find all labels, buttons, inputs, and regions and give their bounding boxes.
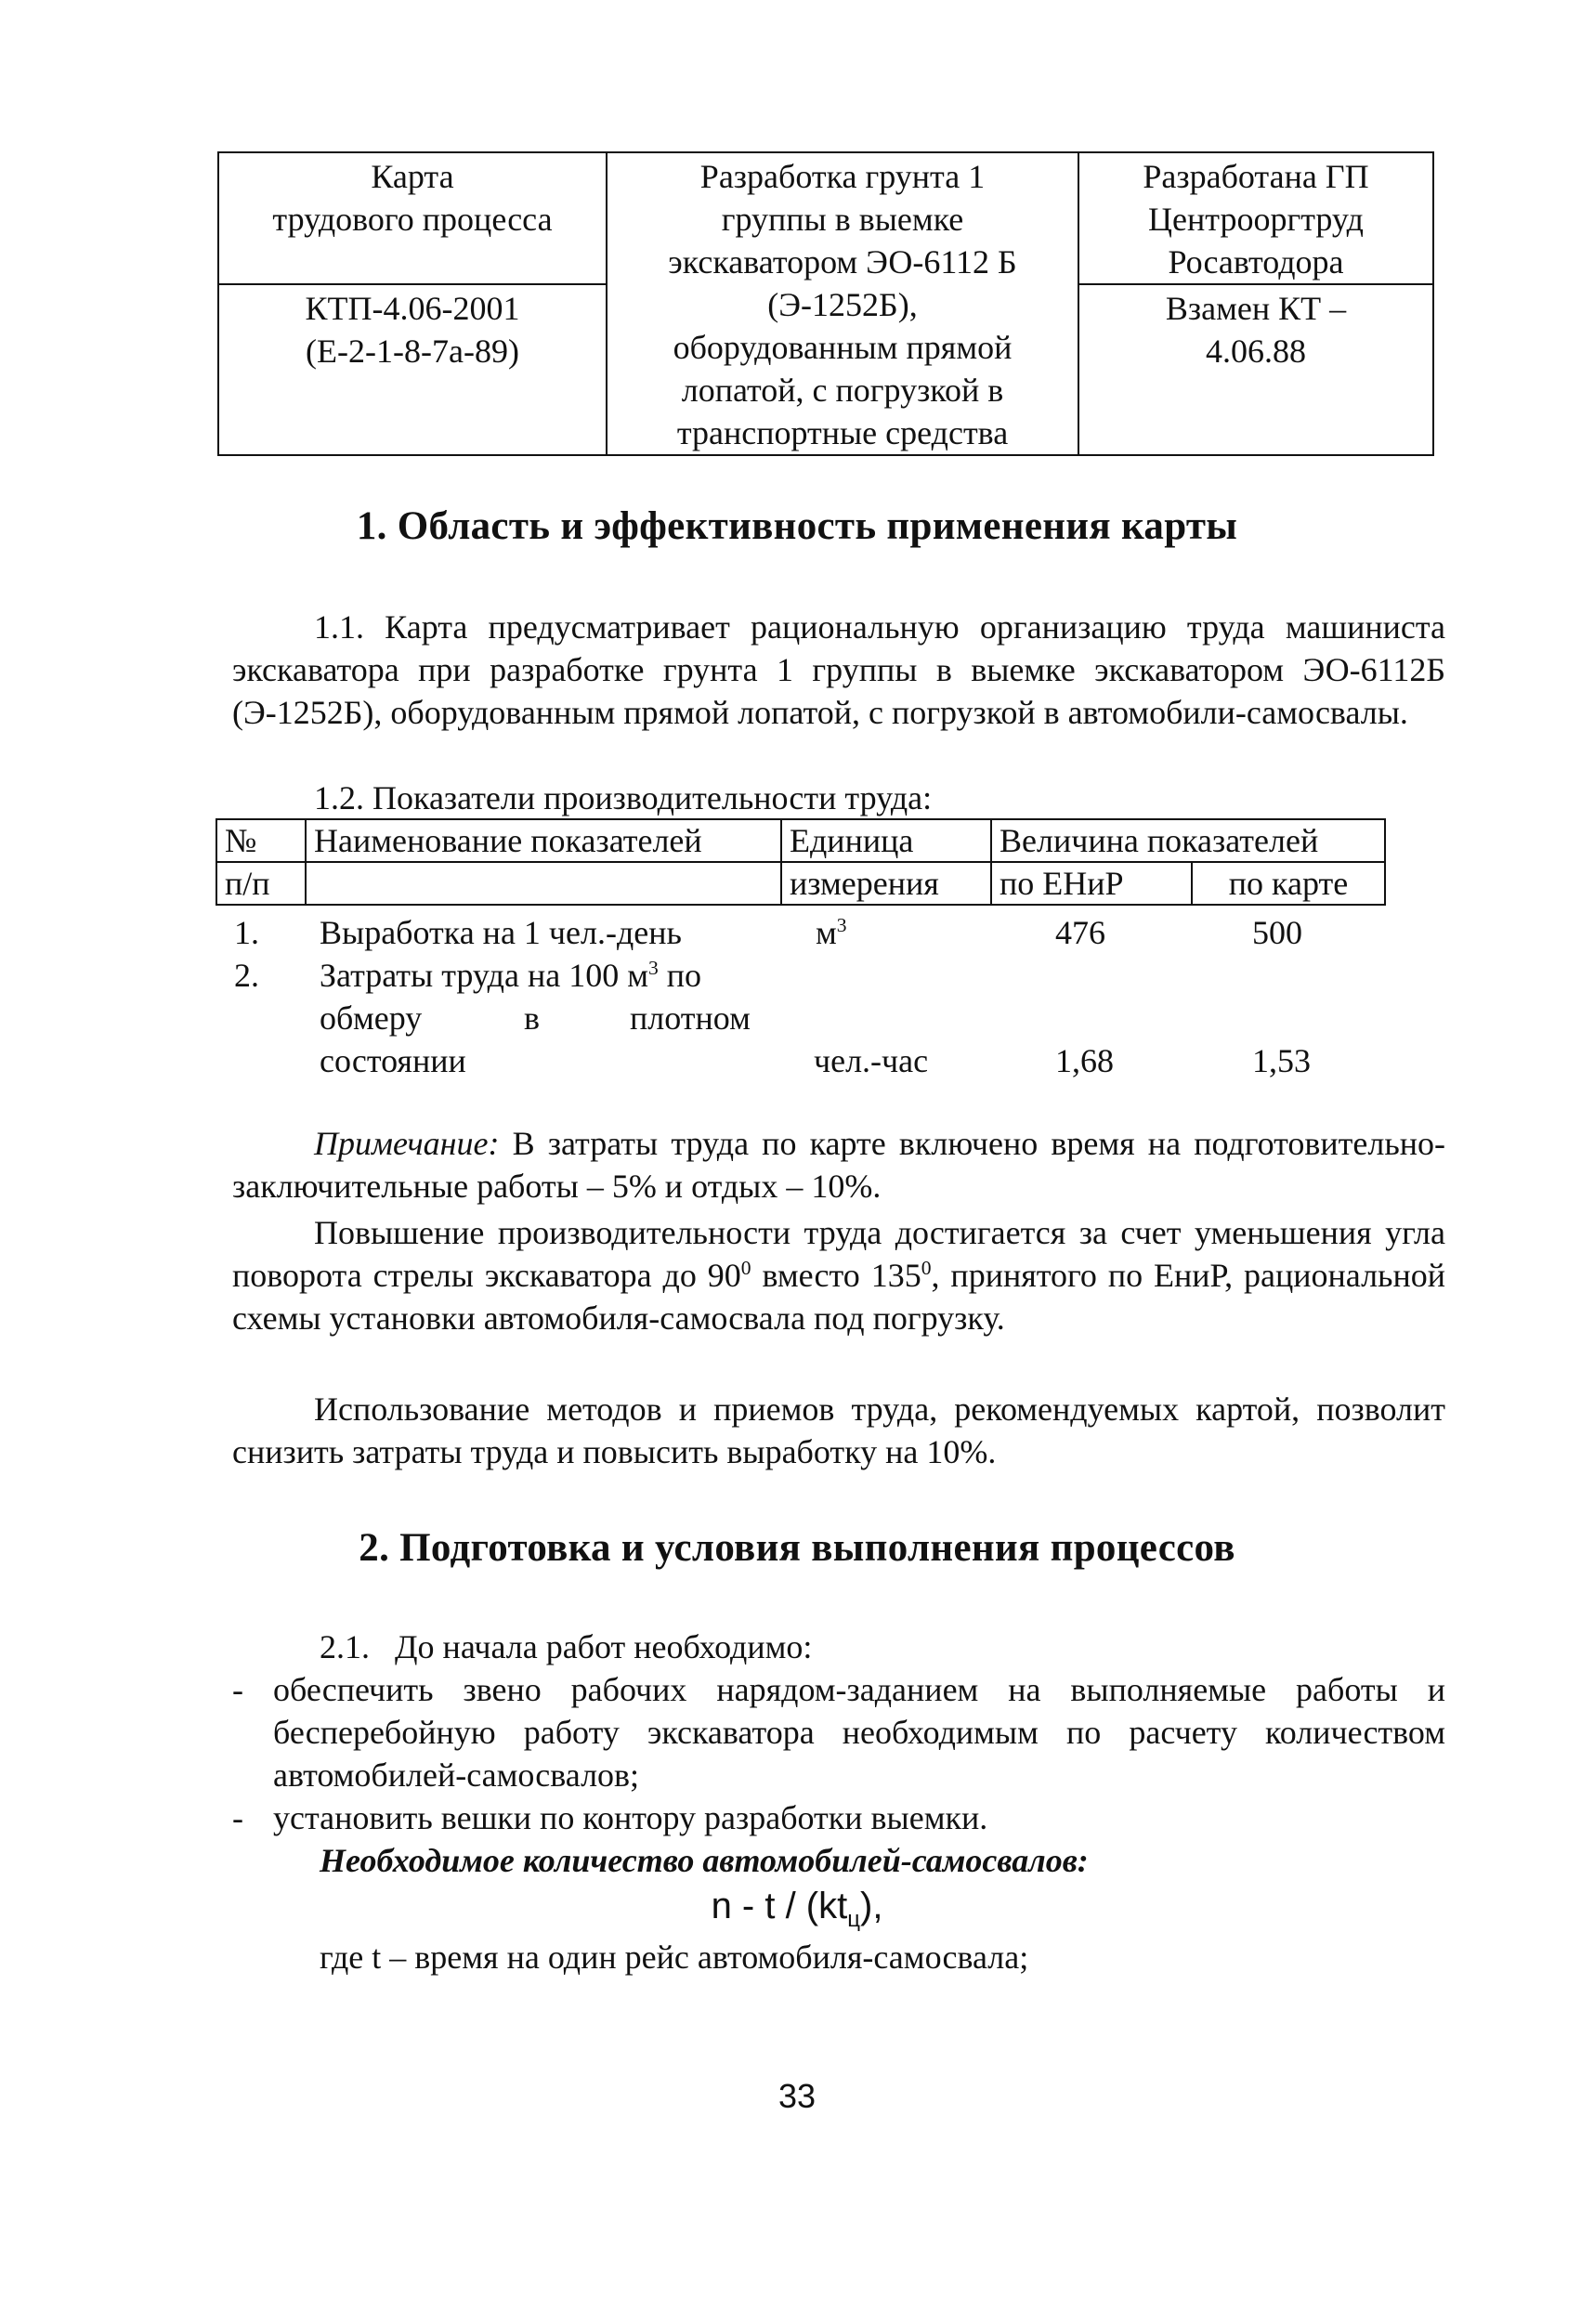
row2-card: 1,53 [1252,1042,1311,1079]
row2-unit: чел.-час [814,1042,929,1079]
row2-enir: 1,68 [1055,1042,1114,1079]
card-description-cell [607,152,1078,455]
table-header-unit2: измерения [781,862,991,905]
increase-sup-2: 0 [921,1257,932,1279]
description-line: лопатой, с погрузкой в [681,372,1004,409]
replaces-cell [1078,284,1433,455]
row2-name-l3: состоянии [320,1042,466,1079]
row1-enir: 476 [1055,914,1105,951]
section1-heading: 1. Область и эффективность применения карты [356,504,1238,548]
bullet-dash-1: - [232,1671,243,1708]
note-paragraph [232,1122,1445,1208]
table-header-name: Наименование показателей [306,819,781,862]
increase-paragraph [232,1211,1445,1339]
formula-sub: ц [847,1907,860,1932]
paragraph-1-1 [232,606,1445,734]
paragraph-2-1: 2.1. До начала работ необходимо: [320,1628,813,1665]
subheading-trucks: Необходимое количество автомобилей-самосвалов: [320,1842,1089,1879]
description-line: экскаватором ЭО-6112 Б [668,243,1017,281]
row1-unit-sup: 3 [836,914,847,936]
process-card-header-table [217,151,1434,456]
description-line: транспортные средства [676,414,1009,451]
card-title-cell [218,152,607,284]
usage-paragraph [232,1388,1445,1473]
page-number: 33 [777,2077,817,2115]
section2-heading: 2. Подготовка и условия выполнения процессов [359,1526,1235,1570]
productivity-table [216,818,1386,906]
note-text: В затраты труда по карте включено время на подготовительно-заключительные работы – 5% и отдых – 10%. [232,1125,1445,1205]
row2-name-l1: Затраты труда на 100 м [320,957,648,994]
replaces-line2: 4.06.88 [1206,333,1306,370]
where-line: где t – время на один рейс автомобиля-самосвала; [320,1939,1029,1976]
formula-end: ), [860,1886,883,1926]
bullet-item-2: установить вешки по контору разработки выемки. [273,1799,988,1836]
note-label: Примечание: [314,1125,500,1162]
paragraph-1-1-text: 1.1. Карта предусматривает рациональную организацию труда машиниста экскаватора при разработке грунта 1 группы в выемке экскаватором ЭО-6112Б (Э-1252Б), оборудованным прямой лопатой, с погрузкой в автомобили-самосвалы. [232,608,1445,731]
table-header-card: по карте [1192,862,1385,905]
replaces-line1: Взамен КТ – [1165,290,1347,327]
developer-line2: Центрооргтруд [1148,201,1364,238]
row2-name-sup: 3 [647,957,659,979]
row2-name-l2b: в [524,999,540,1037]
card-code-line1: КТП-4.06-2001 [305,290,520,327]
description-line: (Э-1252Б), [767,286,918,323]
increase-text-3: , принятого по ЕниР, рациональной схемы установки автомобиля-самосвала под погрузку. [232,1257,1445,1337]
description-line: группы в выемке [721,201,964,238]
developer-cell [1078,152,1433,284]
table-header-no2: п/п [216,862,306,905]
table-header-name-empty [306,862,781,905]
increase-text-2: вместо 135 [751,1257,921,1294]
card-title-line1: Карта [371,158,454,195]
card-title-line2: трудового процесса [272,201,553,238]
description-line: оборудованным прямой [673,329,1013,366]
increase-sup-1: 0 [740,1257,751,1279]
bullet-item-1: обеспечить звено рабочих нарядом-заданием на выполняемые работы и бесперебойную работу экскаватора необходимым по расчету количеством автомобилей-самосвалов; [273,1671,1445,1794]
row2-name-line1 [320,954,701,997]
row2-name-l2c: плотном [630,999,751,1037]
table-header-enir: по ЕНиР [991,862,1192,905]
increase-text-1: Повышение производительности труда достигается за счет уменьшения угла поворота стрелы экскаватора до 90 [232,1214,1445,1294]
card-code-line2: (Е-2-1-8-7а-89) [306,333,519,370]
row1-unit-text: м [816,914,837,951]
bullet-dash-2: - [232,1799,243,1836]
developer-line1: Разработана ГП [1143,158,1369,195]
row2-name-l2a: обмеру [320,999,423,1037]
table-header-value: Величина показателей [991,819,1385,862]
row1-unit [816,911,847,954]
row1-name: Выработка на 1 чел.-день [320,914,682,951]
row1-no: 1. [234,914,259,951]
formula-main: n - t / (kt [711,1886,848,1926]
usage-text: Использование методов и приемов труда, рекомендуемых картой, позволит снизить затраты труда и повысить выработку на 10%. [232,1390,1445,1470]
description-line: Разработка грунта 1 [699,158,986,195]
row2-no: 2. [234,957,259,994]
developer-line3: Росавтодора [1168,243,1344,281]
paragraph-1-2: 1.2. Показатели производительности труда: [314,779,933,816]
row1-card: 500 [1252,914,1302,951]
formula [0,1886,1594,1932]
card-code-cell [218,284,607,455]
table-header-no: № [216,819,306,862]
table-header-unit: Единица [781,819,991,862]
row2-name-tail: по [658,957,702,994]
